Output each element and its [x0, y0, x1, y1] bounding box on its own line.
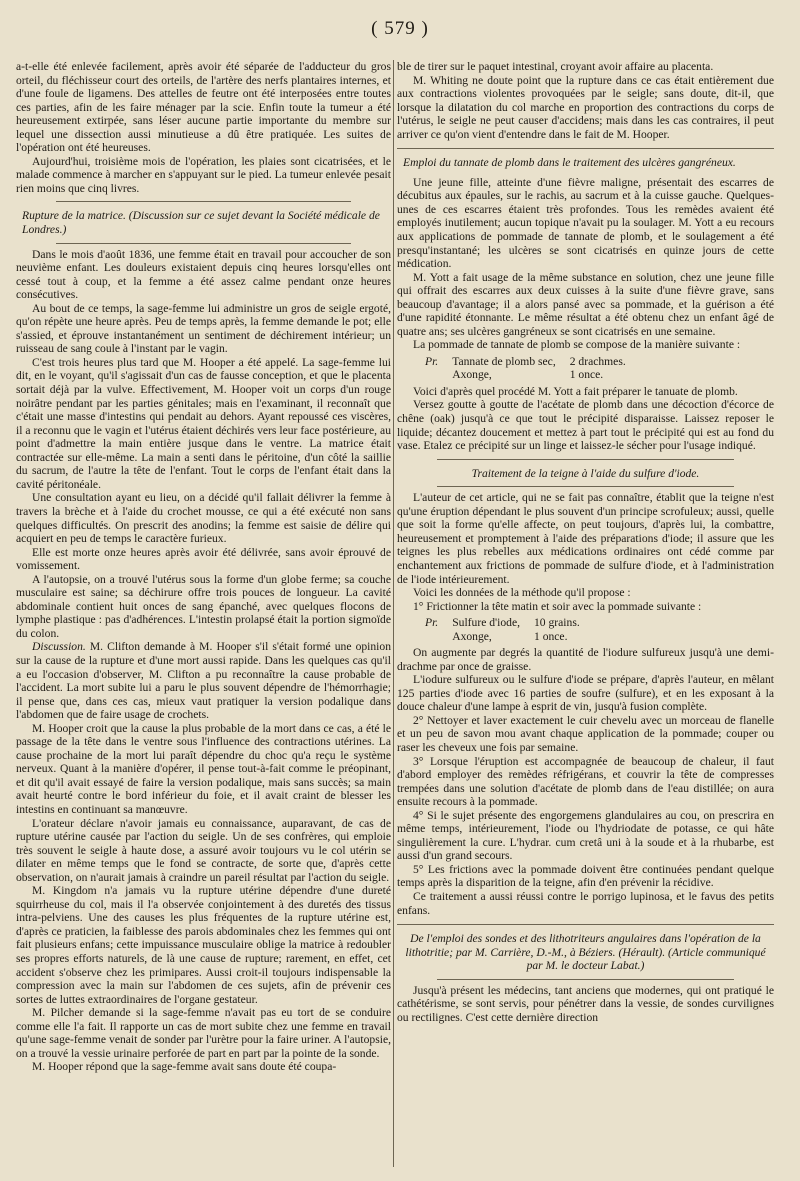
paragraph: La pommade de tannate de plomb se compose de la manière suivante :: [413, 338, 741, 352]
paragraph: 5° Les frictions avec la pommade doivent être continuées pendant quelque temps après la disparition de la teigne, afin d'en prévenir la récidive.: [397, 862, 774, 890]
paragraph: ble de tirer sur le paquet intestinal, croyant avoir affaire au placenta.: [397, 60, 714, 73]
section-divider: [397, 924, 774, 925]
paragraph: a-t-elle été enlevée facilement, après avoir été séparée de l'adducteur du gros orteil, du fléchisseur court des orteils, de l'artère des nerfs plantaires internes, et d'une foule de ligamens. Des attelles de feutre ont été interposées entre toutes ces parties, afin de les faire ménager par la scie. Enfin toute la tumeur a été heureusement extirpée, sans léser aucune partie importante du membre sur lequel une dissection aussi minutieuse a dû être pratiquée. Les suites de l'opération ont été heureuses.: [16, 60, 391, 155]
paragraph: 4° Si le sujet présente des engorgemens glandulaires au cou, on prescrira en même temps, intérieurement, l'iode ou l'hydriodate de potasse, ce qui hâte singulièrement la cure. L'hydrar. cum cretâ uni à la soude et à la rhubarbe, est aussi d'un grand secours.: [397, 808, 774, 863]
section-divider: [437, 486, 734, 487]
column-rule: [393, 60, 394, 1167]
page-number: ( 579 ): [371, 18, 429, 39]
paragraph: M. Hooper répond que la sage-femme avait sans doute été coupa-: [32, 1060, 337, 1074]
paragraph: Voici d'après quel procédé M. Yott a fait préparer le tanuate de plomb.: [413, 384, 738, 398]
paragraph: C'est trois heures plus tard que M. Hooper a été appelé. La sage-femme lui dit, en le voyant, qu'il s'agissait d'un cas de fausse conception, et que le placenta sortait déjà par la vulve. Effectivement, M. Hooper voit un corps d'un rouge noirâtre pendant par les parties génitales; mais en l'examinant, il reconnaît que c'était une masse d'intestins qui pendait au dehors. Ayant repoussé ces viscères, il a reconnu que le vagin et l'utérus étaient déchirés vers leur face postérieure, au point d'admettre la main entière jusque dans le ventre. La matrice était contractée sur elle-même. La main a senti dans le péritoine, d'un côté la saillie du sacrum, de l'autre la tête de l'enfant. Tout le corps de l'enfant était dans la cavité péritonéale.: [16, 355, 391, 491]
paragraph: M. Whiting ne doute point que la rupture dans ce cas était entièrement due aux contractions violentes provoquées par le seigle; sans doute, dit-il, que lorsque la dilatation du col marche en proportion des contractions du corps de l'utérus, le seigle ne peut causer d'accidens; mais dans les cas contraires, il peut arriver ce qu'on vient d'entendre dans le fait de M. Hooper.: [397, 73, 774, 141]
section-divider: [56, 201, 351, 202]
paragraph: Une consultation ayant eu lieu, on a décidé qu'il fallait délivrer la femme à travers la brèche et à l'aide du crochet mousse, ce qui a été exécuté non sans quelques difficultés. On prescrit des anodins; la femme est saisie de délire qui acquiert en peu de temps le caractère furieux.: [16, 491, 391, 546]
paragraph: Voici les données de la méthode qu'il propose :: [413, 586, 631, 600]
paragraph: L'iodure sulfureux ou le sulfure d'iode se prépare, d'après l'auteur, en mêlant 125 parties d'iode avec 16 parties de soufre (sulfure), et en les exposant à la douce chaleur d'une lampe à esprit de vin, jusqu'à fusion complète.: [397, 673, 774, 714]
section-divider: [56, 243, 351, 244]
paragraph: Une jeune fille, atteinte d'une fièvre maligne, présentait des escarres de décubitus aux épaules, sur le rachis, au sacrum et à la cuisse gauche. Quelques-unes de ces escarres étaient très profondes. Tous les remèdes avaient été employés inutilement; aucun topique n'avait pu la soulager. M. Yott a eu recours aux applications de pommade de tannate de plomb, et le soulagement a été presqu'instantané; les ulcères se sont cicatrisés en quinze jours de cette médication.: [397, 175, 774, 271]
paragraph: M. Kingdom n'a jamais vu la rupture utérine dépendre d'une dureté squirrheuse du col, mais il l'a observée conjointement à des duretés des tissus intra-pelviens. Une des causes les plus fréquentes de la rupture utérine est, d'après ce praticien, la faiblesse des parois abdominales chez les femmes qui ont fait plusieurs enfans; cette impuissance musculaire oblige la matrice à redoubler ses propres efforts naturels, de là une cause de rupture; rarement, en effet, cet accident s'observe chez les primipares. Aussi croit-il toujours indispensable la compression avec la main sur l'abdomen de ces sujets, afin de prévenir ces sortes de luttes extraordinaires de l'organe gestateur.: [16, 884, 391, 1006]
paragraph: Dans le mois d'août 1836, une femme était en travail pour accoucher de son neuvième enfant. Les douleurs existaient depuis cinq heures lorsqu'elles ont cessé tout à coup, et la femme a été assez calme pendant onze heures consécutives.: [16, 247, 391, 302]
paragraph: M. Hooper croit que la cause la plus probable de la mort dans ce cas, a été le passage de la tête dans le ventre sous l'influence des contractions utérines. La cause prochaine de la mort lui paraît dépendre du choc qu'a reçu le système nerveux. Quant à la manière d'opérer, il pense tout-à-fait comme le préopinant, et dit qu'il avait essayé de faire la version podalique, mais sans succès; sa main avait heurté contre le bord inférieur du foie, et il avait craint de blesser les intestins en continuant sa manœuvre.: [16, 721, 391, 816]
right-column: [397, 60, 774, 1167]
section-title-teigne: Traitement de la teigne à l'aide du sulfure d'iode.: [471, 466, 700, 480]
recipe-row: [425, 355, 640, 369]
paragraph: A l'autopsie, on a trouvé l'utérus sous la forme d'un globe ferme; sa couche musculaire est saine; sa déchirure offre trois pouces de longueur. La cavité abdominale contient huit onces de sang épanché, avec quelques flocons de lymphe plastique : pas d'adhérences. L'intestin prolapsé était la portion sigmoïde du colon.: [16, 572, 391, 640]
paragraph: Au bout de ce temps, la sage-femme lui administre un gros de seigle ergoté, qu'on répète une heure après. Peu de temps après, la femme demande le pot; elle s'assied, et éprouve instantanément un sentiment de déchirement intérieur; un ruisseau de sang coule à l'instant par le vagin.: [16, 301, 391, 356]
recipe-pr: Pr.: [425, 354, 439, 368]
paragraph: M. Yott a fait usage de la même substance en solution, chez une jeune fille qui offrait des escarres aux deux cuisses à la suite d'une fièvre grave, sans beaucoup d'avantage; il a alors pansé avec sa pommade, et la guérison a été d'une rapidité étonnante. Le même résultat a été obtenu chez un enfant âgé de quatre ans; ses ulcères gangréneux se sont cicatrisés en une semaine.: [397, 270, 774, 338]
recipe-table: [425, 355, 640, 382]
recipe-pr: Pr.: [425, 616, 439, 630]
left-column: [16, 60, 391, 1167]
section-divider: [437, 979, 734, 980]
paragraph: Ce traitement a aussi réussi contre le porrigo lupinosa, et le favus des petits enfans.: [397, 889, 774, 917]
section-divider: [397, 148, 774, 149]
paragraph: L'orateur déclare n'avoir jamais eu connaissance, auparavant, de cas de rupture utérine causée par l'action du seigle. Un de ses confrères, qui emploie très souvent le seigle à haute dose, a assuré avoir toujours vu le col utérin se dilater en même temps que le fond se contracte, de sorte que, d'après cette observation, on n'aurait jamais à craindre un pareil résultat par l'action du seigle.: [16, 816, 391, 884]
paragraph: 3° Lorsque l'éruption est accompagnée de beaucoup de chaleur, il faut d'abord employer des remèdes réfrigérans, et couvrir la tête de compresses trempées dans une solution d'acétate de plomb dans de l'eau distillée; on aura ensuite recours à la pommade.: [397, 754, 774, 809]
recipe-quantity: 10 grains.: [534, 616, 580, 630]
recipe-ingredient: Tannate de plomb sec,: [452, 354, 556, 368]
paragraph: Aujourd'hui, troisième mois de l'opération, les plaies sont cicatrisées, et le malade commence à marcher en s'appuyant sur le pied. La tumeur enlevée pesait rien moins que cinq livres.: [16, 154, 391, 195]
paragraph: On augmente par degrés la quantité de l'iodure sulfureux jusqu'à une demi-drachme par once de graisse.: [397, 646, 774, 673]
section-title-rupture: Rupture de la matrice. (Discussion sur ce sujet devant la Société médicale de Londres.): [22, 209, 380, 237]
discussion-text: M. Clifton demande à M. Hooper s'il s'était formé une opinion sur la cause de la rupture et d'une mort aussi rapide. Dans les quelques cas qu'il a eu l'occasion d'observer, M. Clifton a pu reconnaître la cause probable de l'accident. La mort subite lui a paru le plus souvent dépendre de l'hémorrhagie; il pense que, dans ces cas, mieux vaut pratiquer la version podalique dans l'abdomen que de faire usage de crochets.: [16, 640, 391, 722]
paragraph: 1° Frictionner la tête matin et soir avec la pommade suivante :: [413, 599, 702, 613]
recipe-ingredient: Axonge,: [452, 368, 492, 382]
recipe-pr: [425, 630, 452, 644]
section-divider: [437, 459, 734, 460]
paragraph: Versez goutte à goutte de l'acétate de plomb dans une décoction d'écorce de chêne (oak) jusqu'à ce que tout le précipité disparaisse. Laissez reposer le liquide; décantez doucement et mettez à part tout le précipité qui est au fond du vase. Etalez ce précipité sur un linge et laissez-le sécher pour l'usage indiqué.: [397, 398, 774, 453]
section-title-sondes: De l'emploi des sondes et des lithotriteurs angulaires dans l'opération de la lithotritie; par M. Carrière, D.-M., à Béziers. (Hérault). (Article communiqué par M. le docteur Labat.): [405, 932, 766, 973]
paragraph: Elle est morte onze heures après avoir été délivrée, sans avoir éprouvé de vomissement.: [16, 545, 391, 573]
recipe-ingredient: Axonge,: [452, 629, 492, 643]
recipe-row: [425, 368, 640, 382]
paragraph: 2° Nettoyer et laver exactement le cuir chevelu avec un morceau de flanelle et un peu de savon mou avant chaque application de la pommade; couper ou raser les cheveux une fois par semaine.: [397, 713, 774, 754]
discussion-label: Discussion.: [32, 640, 86, 654]
recipe-quantity: 1 once.: [569, 368, 604, 382]
recipe-row: [425, 630, 594, 644]
recipe-pr: [425, 368, 452, 382]
paragraph: M. Pilcher demande si la sage-femme n'avait pas eu tort de se conduire comme elle l'a fait. Il rapporte un cas de mort subite chez une femme en travail qu'une sage-femme venait de sonder par l'urètre pour la faire uriner. A l'autopsie, on a trouvé la vessie urinaire perforée de part en part par la pointe de la sonde.: [16, 1006, 391, 1060]
recipe-table: [425, 616, 594, 643]
recipe-quantity: 2 drachmes.: [569, 354, 626, 368]
recipe-quantity: 1 once.: [534, 629, 568, 643]
discussion-paragraph: [16, 640, 391, 721]
recipe-row: [425, 616, 594, 630]
paragraph: Jusqu'à présent les médecins, tant anciens que modernes, qui ont pratiqué le cathétérisme, se sont servis, pour pénétrer dans la vessie, de sondes curvilignes ou rectilignes. C'est cette dernière direction: [397, 983, 774, 1024]
section-title-tannate: Emploi du tannate de plomb dans le traitement des ulcères gangréneux.: [403, 156, 736, 170]
recipe-ingredient: Sulfure d'iode,: [452, 616, 520, 630]
paragraph: L'auteur de cet article, qui ne se fait pas connaître, établit que la teigne n'est qu'une éruption dépendant le plus souvent d'un principe scrofuleux; aussi, quelle que soit la forme qu'elle affecte, on peut toujours, d'après lui, la combattre, heureusement et promptement à l'aide des préparations d'iode; il assure que les teignes les plus rebelles aux médications ordinaires ont cédé comme par enchantement aux frictions de pommade de sulfure d'iode, et à l'administration de l'iode intérieurement.: [397, 491, 774, 586]
